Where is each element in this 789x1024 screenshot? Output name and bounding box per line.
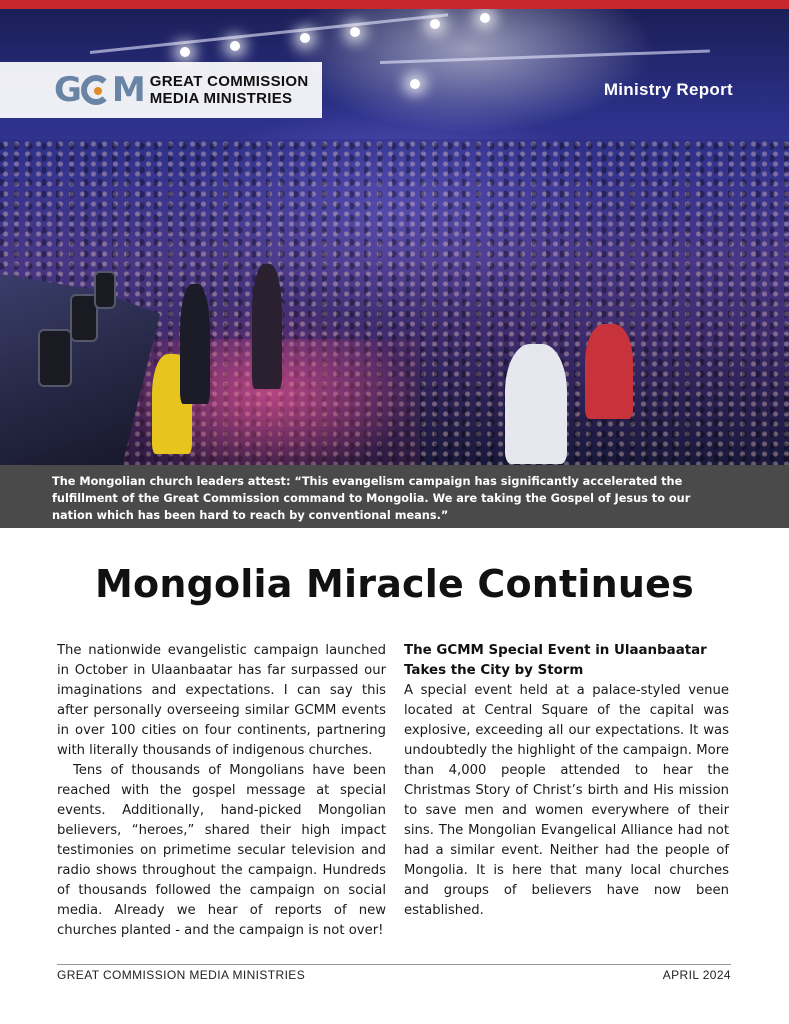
event-photo [0,9,789,465]
stage-spotlight [300,33,310,43]
stage-spotlight [350,27,360,37]
article-column-right [404,641,729,921]
stage-spotlight [180,47,190,57]
logo-line-2: MEDIA MINISTRIES [149,90,293,107]
globe-icon [81,75,111,105]
footer-organization: GREAT COMMISSION MEDIA MINISTRIES [57,968,306,982]
section-label: Ministry Report [603,80,733,99]
lighting-truss [380,49,710,64]
article-column-left [57,641,386,941]
person-on-stage [180,284,210,404]
gcm-logo-mark: G M [54,70,144,110]
article-title: Mongolia Miracle Continues [95,562,694,606]
stage-spotlight [410,79,420,89]
stage-spotlight [230,41,240,51]
paragraph: The nationwide evangelistic campaign launched in October in Ulaanbaatar has far surpassed our imaginations and expectations. I can say this after personally overseeing similar GCMM events in over 100 cities on four continents, partnering with literally thousands of indigenous churches. [57,643,386,758]
person-red-coat [585,324,633,419]
woman-white-headscarf [252,264,282,389]
footer-date: APRIL 2024 [662,968,731,982]
stage-light-fixture [38,329,72,387]
paragraph: A special event held at a palace-styled venue located at Central Square of the capital was explosive, exceeding all our expectations. It was undoubtedly the highlight of the campaign. More than 4,000 people attended to hear the Christmas Story of Christ’s birth and His mission to save men and women everywhere of their sins. The Mongolian Evangelical Alliance had not had a similar event. Neither had the people of Mongolia. It is here that many local churches and groups of believers have now been established. [404,683,729,918]
lighting-truss [90,13,448,54]
stage-spotlight [480,13,490,23]
person-white-coat [505,344,567,464]
photo-caption: The Mongolian church leaders attest: “This evangelism campaign has significantly accelerated the fulfillment of the Great Commission command to Mongolia. We are taking the Gospel of Jesus to our nation which has been hard to reach by conventional means.” [0,465,789,528]
organization-logo [0,62,322,118]
stage-light-fixture [94,271,116,309]
article-subheading: The GCMM Special Event in Ulaanbaatar Takes the City by Storm [404,643,707,678]
stage-spotlight [430,19,440,29]
logo-line-1: GREAT COMMISSION [149,73,309,90]
footer-divider [57,964,731,965]
logo-wordmark [150,73,309,107]
top-accent-bar [0,0,789,9]
paragraph: Tens of thousands of Mongolians have been reached with the gospel message at special events. Additionally, hand-picked Mongolian believers, “heroes,” shared their high impact testimonies on primetime secular television and radio shows throughout the campaign. Hundreds of thousands followed the campaign on social media. Already we hear of reports of new churches planted - and the campaign is not over! [57,763,386,938]
